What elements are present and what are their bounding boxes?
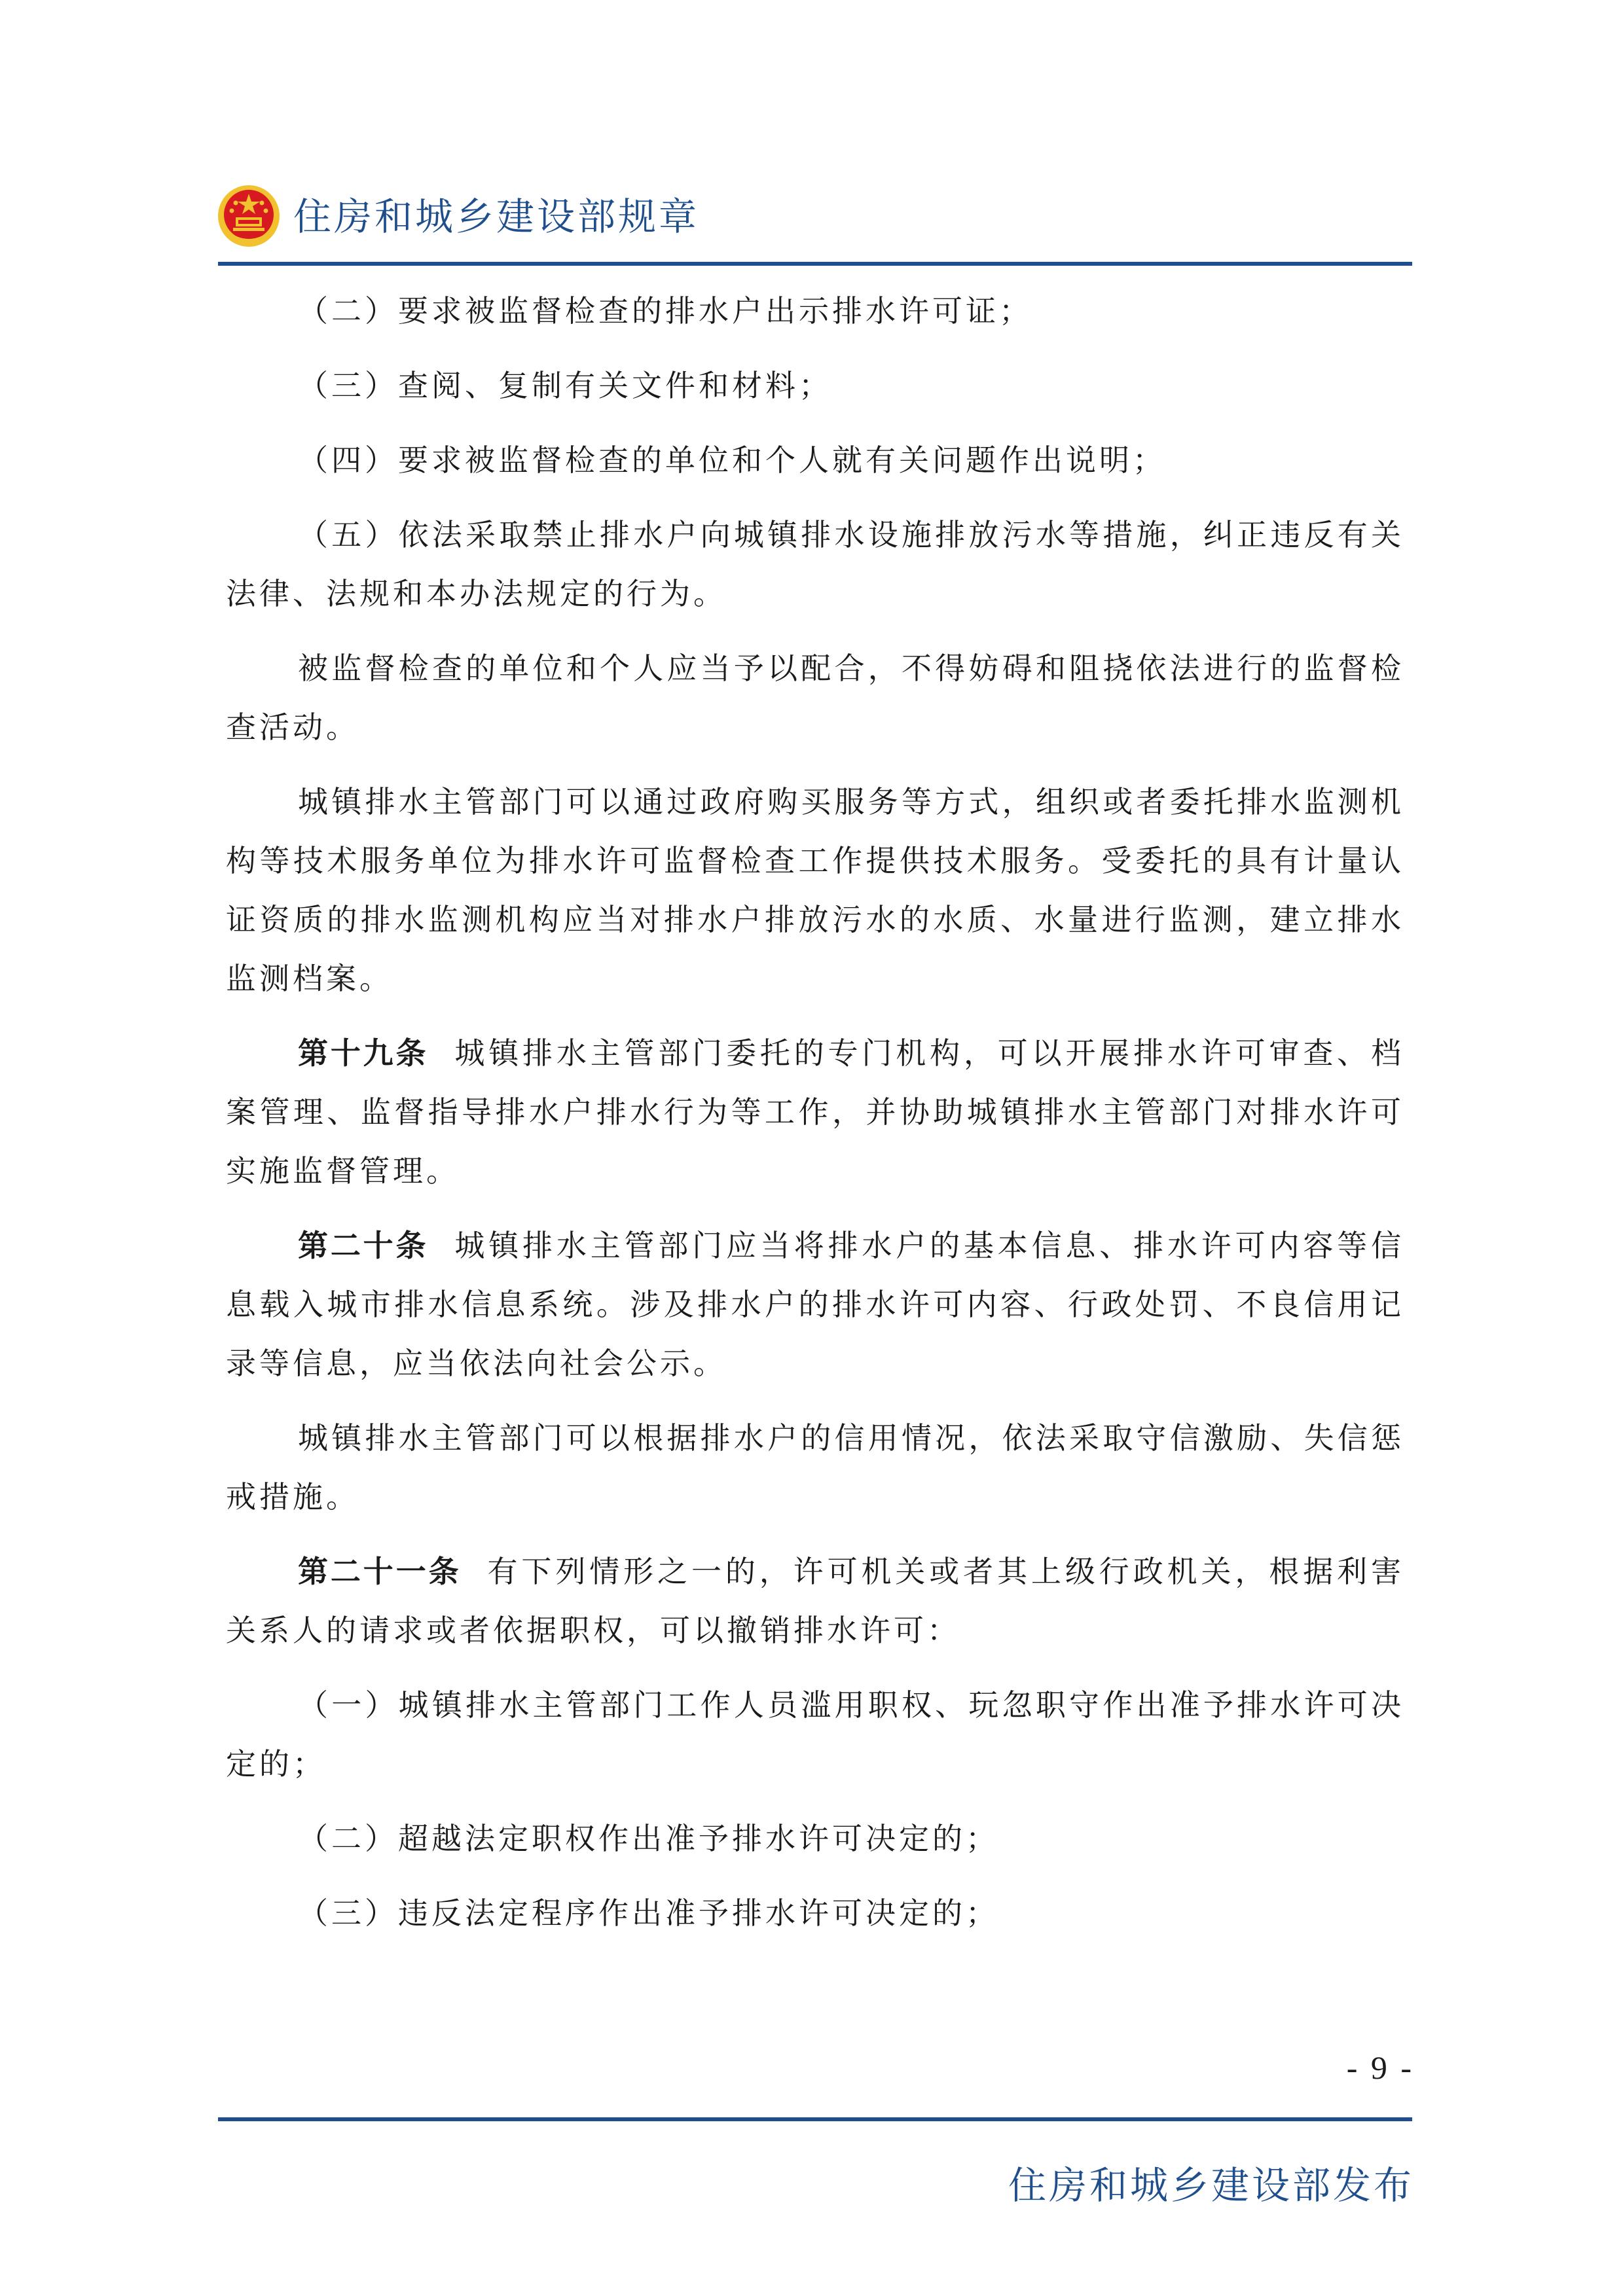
paragraph: 城镇排水主管部门可以通过政府购买服务等方式，组织或者委托排水监测机构等技术服务单位为排水许可监督检查工作提供技术服务。受委托的具有计量认证资质的排水监测机构应当对排水户排放污水的水质、水量进行监测，建立排水监测档案。 (226, 784, 1404, 996)
article-paragraph: 第二十条 城镇排水主管部门应当将排水户的基本信息、排水许可内容等信息载入城市排水信息系统。涉及排水户的排水许可内容、行政处罚、不良信用记录等信息，应当依法向社会公示。 (226, 1228, 1405, 1381)
paragraph: 被监督检查的单位和个人应当予以配合，不得妨碍和阻挠依法进行的监督检查活动。 (226, 651, 1404, 745)
page-number: - 9 - (1346, 2049, 1414, 2086)
paragraph: （四）要求被监督检查的单位和个人就有关问题作出说明； (298, 442, 1166, 478)
article-number: 第二十条 (298, 1228, 429, 1263)
paragraph: （五）依法采取禁止排水户向城镇排水设施排放污水等措施，纠正违反有关法律、法规和本办法规定的行为。 (226, 517, 1404, 611)
article-paragraph: 第十九条 城镇排水主管部门委托的专门机构，可以开展排水许可审查、档案管理、监督指导排水户排水行为等工作，并协助城镇排水主管部门对排水许可实施监督管理。 (226, 1035, 1405, 1189)
article-paragraph: 第二十一条 有下列情形之一的，许可机关或者其上级行政机关，根据利害关系人的请求或者依据职权，可以撤销排水许可： (226, 1554, 1405, 1648)
paragraph: （一）城镇排水主管部门工作人员滥用职权、玩忽职守作出准予排水许可决定的； (226, 1687, 1404, 1782)
footer-publisher: 住房和城乡建设部发布 (1008, 2163, 1414, 2208)
paragraph: （三）违反法定程序作出准予排水许可决定的； (298, 1895, 999, 1931)
header-rule (218, 262, 1412, 266)
footer-rule (218, 2117, 1412, 2121)
header-title: 住房和城乡建设部规章 (293, 194, 700, 239)
paragraph: （三）查阅、复制有关文件和材料； (298, 368, 832, 403)
national-emblem-icon (216, 183, 282, 249)
article-number: 第十九条 (298, 1035, 429, 1071)
paragraph: （二）超越法定职权作出准予排水许可决定的； (298, 1821, 999, 1856)
page-header (216, 171, 1414, 257)
paragraph: （二）要求被监督检查的排水户出示排水许可证； (298, 293, 1032, 329)
paragraph: 城镇排水主管部门可以根据排水户的信用情况，依法采取守信激励、失信惩戒措施。 (226, 1420, 1404, 1515)
article-number: 第二十一条 (298, 1554, 462, 1589)
document-body (226, 281, 1404, 1958)
